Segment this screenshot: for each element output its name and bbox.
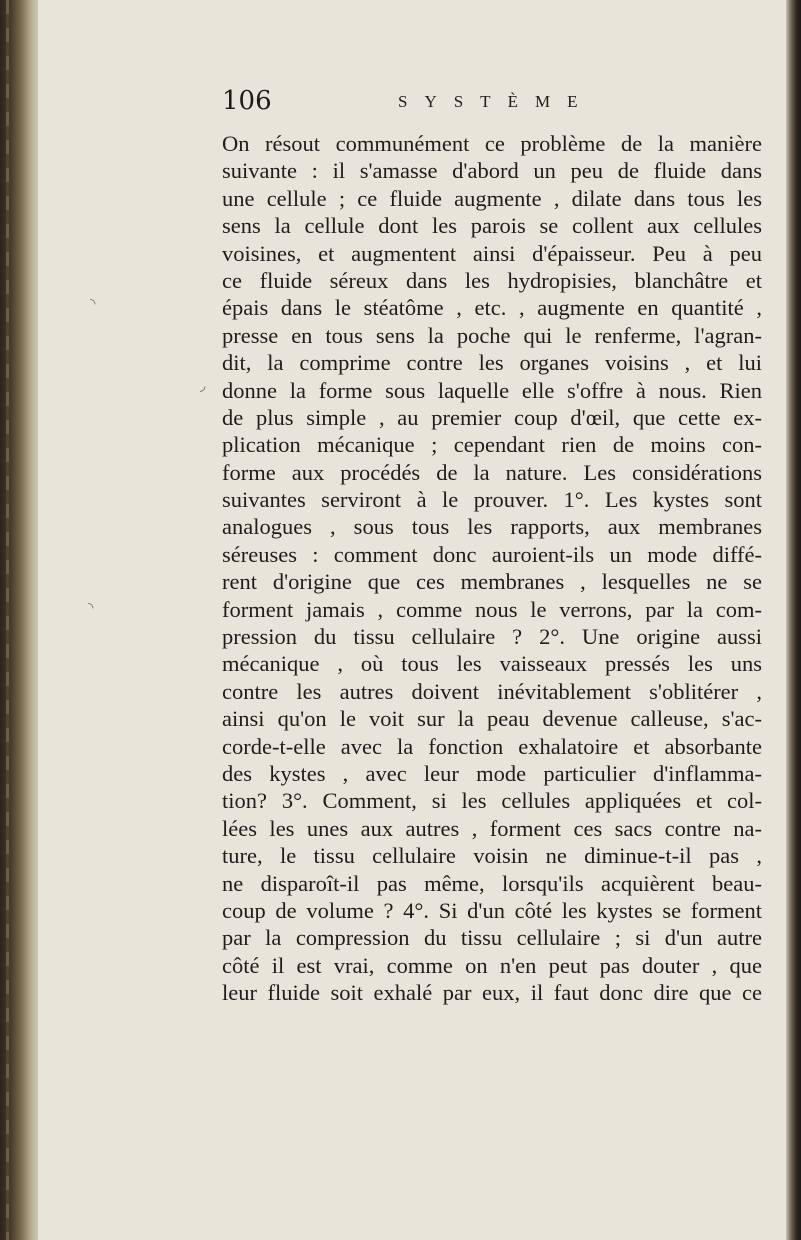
text-line: suivante : il s'amasse d'abord un peu de fluide dans bbox=[222, 158, 762, 184]
page-header bbox=[222, 86, 742, 122]
text-line: plication mécanique ; cependant rien de moins con- bbox=[222, 432, 762, 458]
text-line: On résout communément ce problème de la manière bbox=[222, 131, 762, 156]
page-number: 106 bbox=[222, 86, 272, 116]
text-line: lées les unes aux autres , forment ces sacs contre na- bbox=[222, 815, 762, 841]
text-line: ture, le tissu cellulaire voisin ne diminue-t-il pas , bbox=[222, 843, 762, 869]
text-line: par la compression du tissu cellulaire ; si d'un autre bbox=[222, 925, 762, 951]
text-line: pression du tissu cellulaire ? 2°. Une origine aussi bbox=[222, 624, 762, 650]
text-line: une cellule ; ce fluide augmente , dilate dans tous les bbox=[222, 185, 762, 211]
text-line: séreuses : comment donc auroient-ils un mode diffé- bbox=[222, 541, 762, 567]
text-line: côté il est vrai, comme on n'en peut pas douter , que bbox=[222, 952, 762, 978]
margin-mark: ◞ bbox=[200, 378, 206, 394]
text-line: forment jamais , comme nous le verrons, par la com- bbox=[222, 596, 762, 622]
margin-mark: ◝ bbox=[90, 296, 96, 312]
body-text bbox=[222, 130, 762, 1007]
text-line: corde-t-elle avec la fonction exhalatoire et absorbante bbox=[222, 733, 762, 759]
text-line: voisines, et augmentent ainsi d'épaisseur. Peu à peu bbox=[222, 240, 762, 266]
running-head: SYSTÈME bbox=[398, 92, 595, 111]
text-line: ne disparoît-il pas même, lorsqu'ils acquièrent beau- bbox=[222, 870, 762, 896]
text-line: épais dans le stéatôme , etc. , augmente en quantité , bbox=[222, 295, 762, 321]
text-line: ainsi qu'on le voit sur la peau devenue calleuse, s'ac- bbox=[222, 706, 762, 732]
text-line: ce fluide séreux dans les hydropisies, blanchâtre et bbox=[222, 267, 762, 293]
margin-mark: ◝ bbox=[88, 600, 94, 616]
text-line: dit, la comprime contre les organes voisins , et lui bbox=[222, 350, 762, 376]
text-line: des kystes , avec leur mode particulier d'inflamma- bbox=[222, 760, 762, 786]
page-edge-right bbox=[786, 0, 801, 1240]
text-line: forme aux procédés de la nature. Les considérations bbox=[222, 459, 762, 485]
text-line: coup de volume ? 4°. Si d'un côté les kystes se forment bbox=[222, 897, 762, 923]
book-gutter-left bbox=[0, 0, 38, 1240]
text-line: presse en tous sens la poche qui le renferme, l'agran- bbox=[222, 322, 762, 348]
text-line: contre les autres doivent inévitablement s'oblitérer , bbox=[222, 678, 762, 704]
text-line: tion? 3°. Comment, si les cellules appliquées et col- bbox=[222, 788, 762, 814]
text-line: donne la forme sous laquelle elle s'offre à nous. Rien bbox=[222, 377, 762, 403]
text-line: rent d'origine que ces membranes , lesquelles ne se bbox=[222, 569, 762, 595]
text-line: analogues , sous tous les rapports, aux membranes bbox=[222, 514, 762, 540]
text-line: de plus simple , au premier coup d'œil, que cette ex- bbox=[222, 404, 762, 430]
text-line: suivantes serviront à le prouver. 1°. Les kystes sont bbox=[222, 487, 762, 513]
text-line: sens la cellule dont les parois se collent aux cellules bbox=[222, 213, 762, 239]
text-line: mécanique , où tous les vaisseaux pressés les uns bbox=[222, 651, 762, 677]
text-line: leur fluide soit exhalé par eux, il faut donc dire que ce bbox=[222, 980, 762, 1006]
